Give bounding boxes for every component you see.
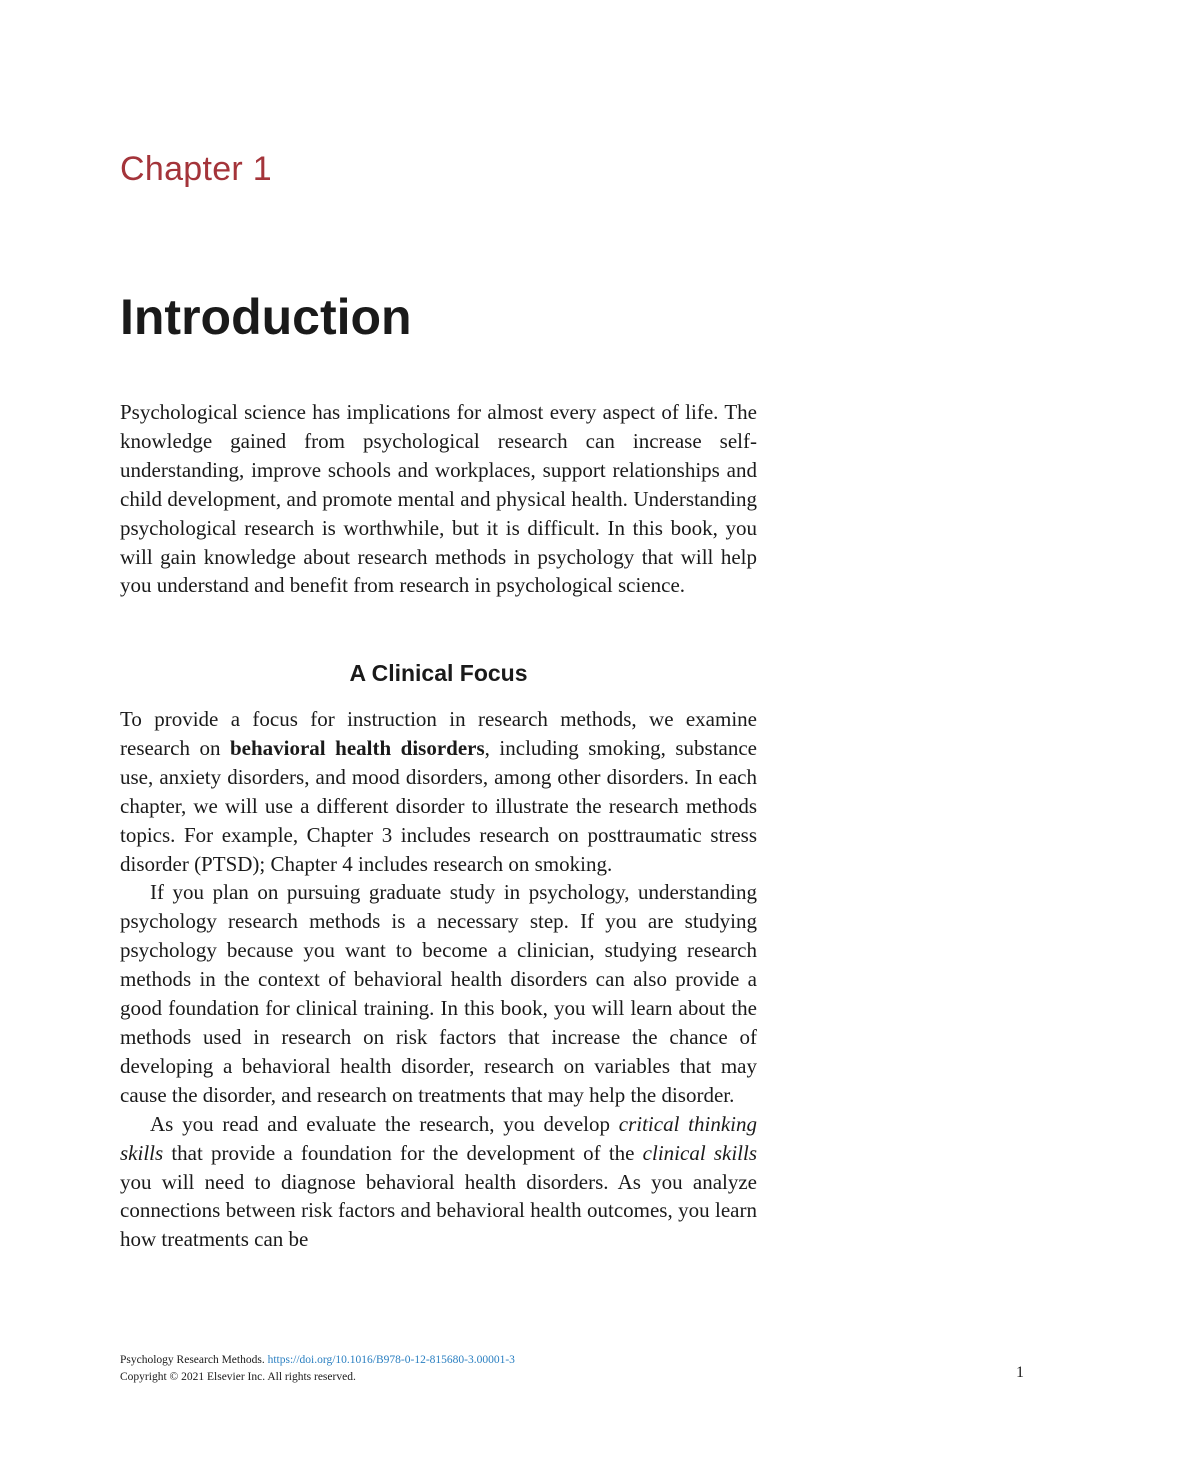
bold-term: behavioral health disorders xyxy=(229,735,485,760)
section-paragraph-2: If you plan on pursuing graduate study in psychology, understanding psychology research methods is a necessary step. If you are studying psychology because you want to become a clinician, studying research methods in the context of behavioral health disorders can also provide a good foundation for clinical training. In this book, you will learn about the methods used in research on risk factors that increase the chance of developing a behavioral health disorder, research on variables that may cause the disorder, and research on treatments that may help the disorder. xyxy=(120,880,757,1107)
italic-term: clinical skills xyxy=(642,1140,757,1165)
section-body xyxy=(120,705,757,1254)
paragraph-text: To provide a focus for instruction in research methods, we examine research on xyxy=(120,707,757,760)
page-footer xyxy=(120,1352,515,1386)
intro-paragraph: Psychological science has implications for almost every aspect of life. The knowledge gained from psychological research can increase self-understanding, improve schools and workplaces, support relationships and child development, and promote mental and physical health. Understanding psychological research is worthwhile, but it is difficult. In this book, you will gain knowledge about research methods in psychology that will help you understand and benefit from research in psychological science. xyxy=(120,400,757,598)
copyright-notice: Copyright © 2021 Elsevier Inc. All rights reserved. xyxy=(120,1371,356,1383)
section-paragraph-3 xyxy=(120,1110,757,1255)
chapter-label: Chapter 1 xyxy=(120,150,273,188)
book-title: Psychology Research Methods. xyxy=(120,1354,265,1366)
italic-term: critical thinking skills xyxy=(120,1111,757,1165)
section-heading: A Clinical Focus xyxy=(349,660,528,686)
paragraph-text: that provide a foundation for the development of the xyxy=(163,1140,643,1165)
paragraph-text: As you read and evaluate the research, you develop xyxy=(150,1111,619,1136)
page-number: 1 xyxy=(1016,1364,1024,1381)
section-paragraph-1 xyxy=(120,705,757,878)
doi-link[interactable]: https://doi.org/10.1016/B978-0-12-815680-3.00001-3 xyxy=(267,1354,515,1366)
citation-line xyxy=(120,1352,515,1369)
paragraph-text: you will need to diagnose behavioral health disorders. As you analyze connections between risk factors and behavioral health outcomes, you learn how treatments can be xyxy=(120,1169,757,1252)
chapter-title: Introduction xyxy=(120,289,412,345)
paragraph-text: , including smoking, substance use, anxiety disorders, and mood disorders, among other disorders. In each chapter, we will use a different disorder to illustrate the research methods topics. For example, Chapter 3 includes research on posttraumatic stress disorder (PTSD); Chapter 4 includes research on smoking. xyxy=(120,735,757,876)
